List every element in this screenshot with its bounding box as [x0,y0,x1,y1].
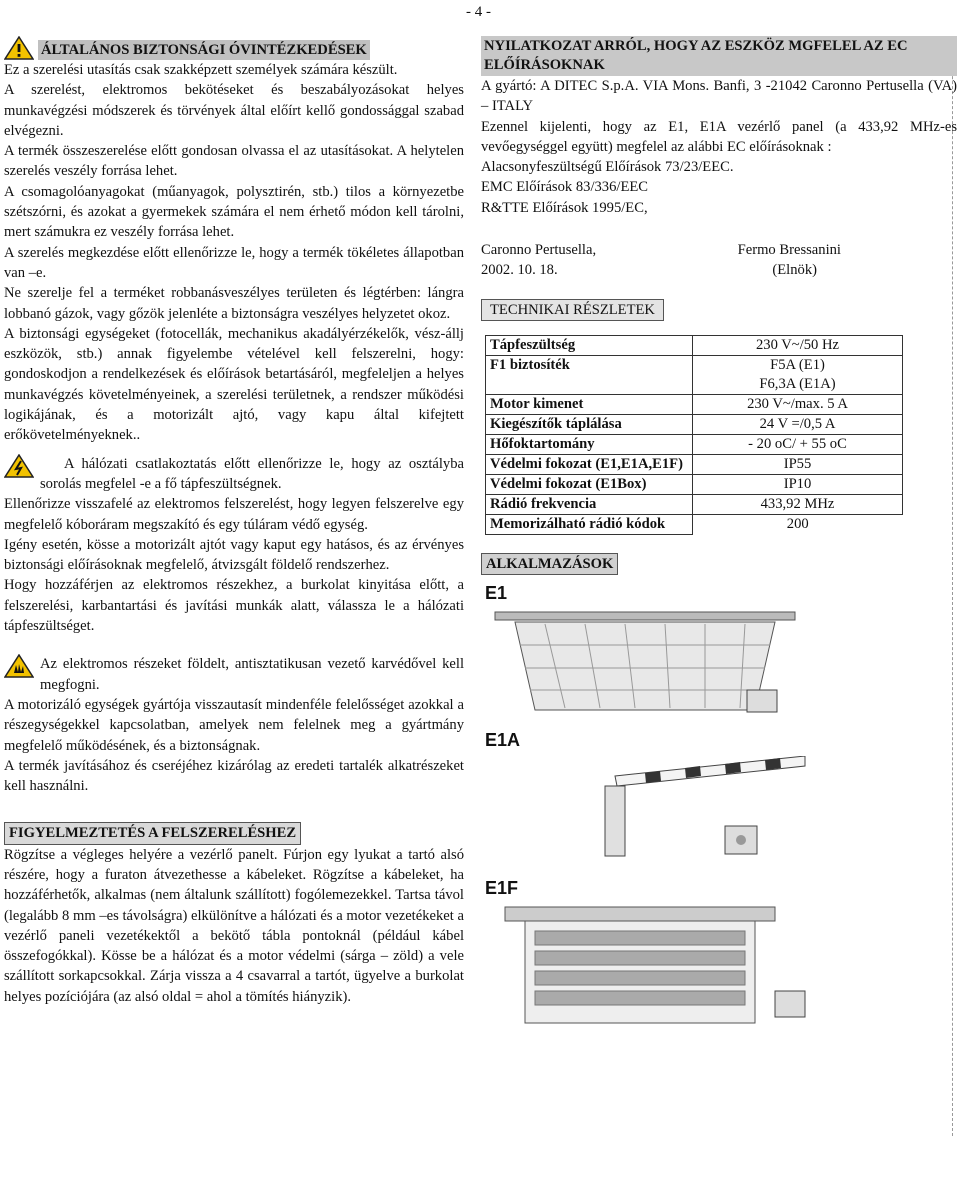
safety-paragraph: A termék összeszerelése előtt gondosan olvassa el az utasításokat. A helytelen szerelés veszély forrása lehet. [4,143,464,180]
tech-value: 200 [786,516,809,533]
safety-paragraph: A csomagolóanyagokat (műanyagok, polysztirén, stb.) tilos a környezetbe szétszórni, és azokat a gyermekek számára el nem érhető módon kell tárolni, mert számukra ez veszély forrása lehet. [4,183,464,241]
install-warning-title: FIGYELMEZTETÉS A FELSZERELÉSHEZ [4,822,301,844]
tech-value: 230 V~/50 Hz [693,335,903,355]
tech-key: Hőfoktartomány [486,434,693,454]
left-column [4,36,464,1007]
declaration-line: R&TTE Előírások 1995/EC, [481,199,648,216]
general-safety-header [4,36,464,60]
tech-value: 230 V~/max. 5 A [693,394,903,414]
safety-paragraph: Igény esetén, kösse a motorizált ajtót vagy kaput egy hatásos, és az érvényes biztonsági előírásoknak megfelelő, átvizsgált földelő rendszerhez. [4,536,464,574]
right-column [481,36,957,1031]
place: Caronno Pertusella, [481,242,597,259]
signer: Fermo Bressanini [737,242,841,259]
safety-paragraph: Ellenőrizze visszafelé az elektromos felszerelést, hogy legyen felszerelve egy megfelelő kóboráram megszakító és egy túláram védő egység. [4,496,464,533]
tech-table [485,335,903,535]
app-label-e1: E1 [485,583,508,604]
esd-warning-text: Az elektromos részeket földelt, antisztatikusan vezető karvédővel kell megfogni. [40,656,464,693]
app-label-e1f: E1F [485,878,519,899]
tech-key: Memorizálható rádió kódok [486,514,693,534]
barrier-illustration [485,756,815,866]
table-row [486,514,903,534]
safety-paragraph: A szerelést, elektromos bekötéseket és beszabályozásokat helyes munkavégzési módszerek és törvények által előírt kellő gondossággal szabad elvégezni. [4,82,464,139]
table-row [486,394,903,414]
tech-key: Motor kimenet [486,394,693,414]
warning-triangle-icon [4,36,34,60]
table-row [486,414,903,434]
rolling-door-illustration [485,905,815,1025]
tech-key: Rádió frekvencia [486,494,693,514]
signature-block [481,240,957,281]
tech-value: 24 V =/0,5 A [693,414,903,434]
tech-key: Kiegészítők táplálása [486,414,693,434]
general-safety-title: ÁLTALÁNOS BIZTONSÁGI ÓVINTÉZKEDÉSEK [38,40,370,60]
applications-header [481,553,957,575]
tech-value: IP10 [693,474,903,494]
table-row [486,494,903,514]
tech-value: F5A (E1) [693,355,903,375]
table-row [486,454,903,474]
tech-value: F6,3A (E1A) [693,375,903,395]
esd-warning [4,654,464,695]
tech-key: F1 biztosíték [486,355,693,394]
declaration-title: NYILATKOZAT ARRÓL, HOGY AZ ESZKÖZ MGFELEL AZ EC ELŐÍRÁSOKNAK [481,36,957,76]
tech-value: - 20 oC/ + 55 oC [693,434,903,454]
safety-paragraph: A motorizáló egységek gyártója visszautasít mindenféle felelősséget azokkal a részegységekkel kapcsolatban, amelyek nem felelnek meg a gyártmány megfelelő működésének, és a biztonságnak. [4,696,464,754]
app-label-e1a: E1A [485,729,521,750]
tech-title: TECHNIKAI RÉSZLETEK [481,299,664,321]
safety-paragraph: Ne szerelje fel a terméket robbanásveszélyes területen és légtérben: lángra lobbanó gázok, vagy gőzök jelenléte a biztonságra veszélyes helyzetet okoz. [4,285,464,322]
declaration-line: A gyártó: A DITEC S.p.A. VIA Mons. Banfi, 3 -21042 Caronno Pertusella (VA) – ITALY [481,78,957,115]
mains-warning-text: A hálózati csatlakoztatás előtt ellenőrizze le, hogy az osztályba sorolás megfelel -e a fő tápfeszültségnek. [40,455,464,492]
safety-paragraph: Ez a szerelési utasítás csak szakképzett személyek számára készült. [4,62,398,78]
table-row [486,434,903,454]
tech-key: Tápfeszültség [486,335,693,355]
page-number: - 4 - [466,4,491,20]
tech-key: Védelmi fokozat (E1,E1A,E1F) [486,454,693,474]
safety-paragraph: A biztonsági egységeket (fotocellák, mechanikus akadályérzékelők, vész-állj eszközök, stb.) annak figyelembe vételével kell felszerelni, hogy: gondoskodjon a rendelkezések és előírások betartásáról, megfeleljen a helyes munkavégzés követelményeinek, a szerelési területnek, a rendszer működési logikájának, és a motorizált ajtó, vagy kapu által kifejtett erőkövetelményeknek.. [4,325,464,444]
safety-paragraph: A szerelés megkezdése előtt ellenőrizze le, hogy a termék tökéletes állapotban van –e. [4,244,464,281]
table-row [486,355,903,375]
declaration-line: Ezennel kijelenti, hogy az E1, E1A vezérlő panel (a 433,92 MHz-es vevőegységgel együtt) megfelel az alábbi EC előírásoknak : [481,118,957,155]
declaration-line: EMC Előírások 83/336/EEC [481,179,649,196]
applications-title: ALKALMAZÁSOK [481,553,618,575]
safety-paragraph: Hogy hozzáférjen az elektromos részekhez, a burkolat kinyitása előtt, a felszerelési, karbantartási és javítási munkák alatt, válassza le a hálózati tápfeszültséget. [4,577,464,635]
date: 2002. 10. 18. [481,262,558,279]
install-text: Rögzítse a végleges helyére a vezérlő panelt. Fúrjon egy lyukat a tartó alsó részére, hogy a furaton átvezethesse a kábeleket. Rögzítse a kábeleket, ha hozzáférhetők, alkalmas (nem általunk szállított) fogólemezekkel. Tartsa távol (legalább 8 mm –es távolságra) elkülönítve a hálózati és a motor vezetékeket a vezérlő paneli vezetékektől a bekötő tábla pontoknál (például kábel összefogókkal). Kösse be a hálózat és a motor védelmi (sárga – zöld) a vele szállított sorkapcsokkal. Zárja vissza a 4 csavarral a tartót, ügyelve a burkolat helyes pozíciójára (az alsó oldal = ahol a tömítés hiányzik). [4,846,464,1005]
table-row [486,474,903,494]
tech-header [481,299,957,321]
signer-role: (Elnök) [772,262,817,279]
tech-key: Védelmi fokozat (E1Box) [486,474,693,494]
esd-hand-icon [4,654,34,678]
electric-hazard-icon [4,454,34,478]
safety-paragraph: A termék javításához és cseréjéhez kizárólag az eredeti tartalék alkatrészeket kell használni. [4,757,464,795]
garage-door-illustration [485,610,815,718]
declaration-line: Alacsonyfeszültségű Előírások 73/23/EEC. [481,159,734,176]
table-row [486,335,903,355]
tech-value: IP55 [693,454,903,474]
mains-warning [4,454,464,495]
install-warning-header [4,822,464,844]
tech-value: 433,92 MHz [693,494,903,514]
